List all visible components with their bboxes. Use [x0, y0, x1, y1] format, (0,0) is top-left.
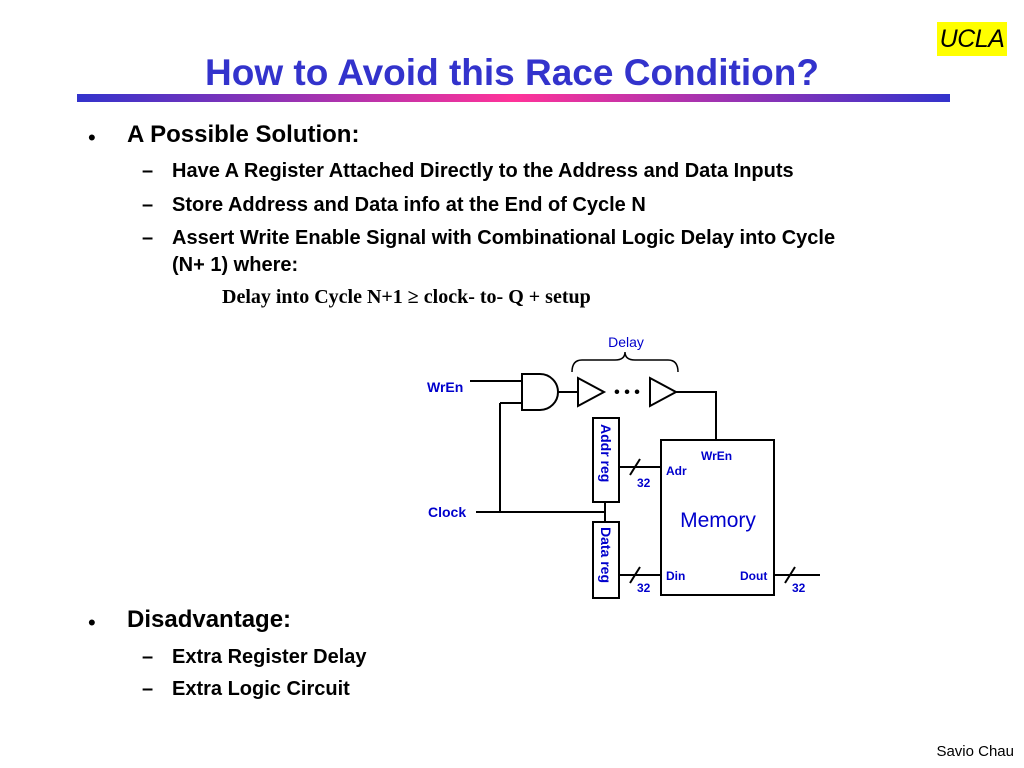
memory-wren-port: WrEn: [701, 449, 733, 463]
data-bus-width: 32: [637, 581, 651, 595]
buffer-2: [650, 378, 676, 406]
disadvantage-heading: Disadvantage:: [127, 606, 292, 633]
dash: –: [142, 227, 154, 249]
bullet-dot: •: [88, 610, 96, 635]
memory-din-port: Din: [666, 569, 686, 583]
solution-heading: A Possible Solution:: [127, 121, 360, 148]
author-footer: Savio Chau: [936, 743, 1014, 760]
solution-item-3-cont: (N+ 1) where:: [172, 254, 299, 276]
dout-bus-width: 32: [792, 581, 806, 595]
slide-title: How to Avoid this Race Condition?: [205, 52, 819, 93]
addr-reg-label: Addr reg: [598, 424, 614, 483]
solution-item-2: Store Address and Data info at the End of Cycle N: [172, 194, 646, 216]
bullet-dot: •: [88, 125, 96, 150]
dash: –: [142, 194, 154, 216]
dash: –: [142, 678, 154, 700]
buffer-1: [578, 378, 604, 406]
wren-to-memory-wire: [676, 392, 716, 440]
delay-label: Delay: [608, 334, 644, 350]
wren-input-label: WrEn: [427, 379, 464, 395]
disadvantage-item-1: Extra Register Delay: [172, 646, 367, 668]
data-reg-label: Data reg: [598, 527, 614, 584]
solution-item-1: Have A Register Attached Directly to the Address and Data Inputs: [172, 160, 794, 182]
addr-bus-width: 32: [637, 476, 651, 490]
ucla-logo: UCLA: [937, 22, 1007, 56]
memory-dout-port: Dout: [740, 569, 768, 583]
clock-input-label: Clock: [428, 504, 467, 520]
solution-item-3: Assert Write Enable Signal with Combinational Logic Delay into Cycle: [172, 227, 836, 249]
and-gate: [522, 374, 558, 410]
memory-adr-port: Adr: [666, 464, 687, 478]
delay-brace: [572, 352, 678, 372]
dash: –: [142, 160, 154, 182]
dots: • • •: [614, 384, 640, 401]
memory-label: Memory: [680, 509, 756, 532]
dash: –: [142, 646, 154, 668]
disadvantage-item-2: Extra Logic Circuit: [172, 678, 350, 700]
delay-formula: Delay into Cycle N+1 ≥ clock- to- Q + setup: [222, 286, 591, 308]
